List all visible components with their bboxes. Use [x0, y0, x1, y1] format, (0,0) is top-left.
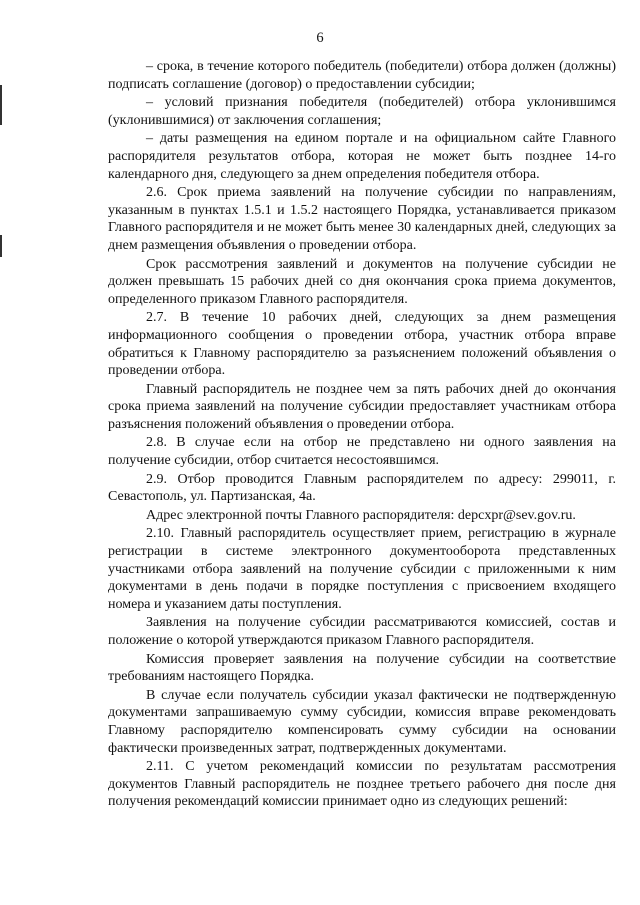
paragraph: Адрес электронной почты Главного распорядителя: depcxpr@sev.gov.ru. [146, 507, 576, 523]
paragraph: 2.9. Отбор проводится Главным распорядителем по адресу: 299011, г. Севастополь, ул. Партизанская, 4а. [108, 471, 616, 505]
paragraph: – даты размещения на едином портале и на официальном сайте Главного распорядителя результатов отбора, которая не может быть позднее 14-го календарного дня, следующего за днем определения победителя отбора. [108, 131, 616, 182]
page-number: 6 [316, 30, 324, 46]
paragraph: Комиссия проверяет заявления на получение субсидии на соответствие требованиям настоящего Порядка. [108, 651, 616, 685]
paragraph: 2.8. В случае если на отбор не представлено ни одного заявления на получение субсидии, отбор считается несостоявшимся. [108, 435, 616, 469]
scan-margin-mark [0, 235, 2, 257]
paragraph: В случае если получатель субсидии указал фактически не подтвержденную документами запрашиваемую сумму субсидии, комиссия вправе рекомендовать Главному распорядителю компенсировать сумму субсидии на основании фактически произведенных затрат, подтвержденных документами. [108, 687, 616, 756]
document-body [108, 58, 616, 812]
paragraph: Заявления на получение субсидии рассматриваются комиссией, состав и положение о которой утверждаются приказом Главного распорядителя. [108, 615, 616, 648]
scan-margin-mark [0, 85, 2, 125]
paragraph: Главный распорядитель не позднее чем за пять рабочих дней до окончания срока приема заявлений на получение субсидии предоставляет участникам отбора разъяснения положений объявления о проведении отбора. [108, 381, 616, 432]
paragraph: 2.7. В течение 10 рабочих дней, следующих за днем размещения информационного сообщения о проведении отбора, участник отбора вправе обратиться к Главному распорядителю за разъяснением положений объявления о проведении отбора. [108, 310, 616, 379]
paragraph: 2.11. С учетом рекомендаций комиссии по результатам рассмотрения документов Главный распорядитель не позднее третьего рабочего дня после дня получения рекомендаций комиссии принимает одно из следующих решений: [108, 759, 616, 810]
paragraph: 2.6. Срок приема заявлений на получение субсидии по направлениям, указанным в пунктах 1.5.1 и 1.5.2 настоящего Порядка, устанавливается приказом Главного распорядителя и не может быть менее 30 календарных дней, следующих за днем размещения объявления о проведении отбора. [108, 185, 616, 253]
paragraph: – срока, в течение которого победитель (победители) отбора должен (должны) подписать соглашение (договор) о предоставлении субсидии; [108, 59, 616, 92]
paragraph: Срок рассмотрения заявлений и документов на получение субсидии не должен превышать 15 рабочих дней со дня окончания срока приема документов, определенного приказом Главного распорядителя. [108, 256, 616, 307]
paragraph: 2.10. Главный распорядитель осуществляет прием, регистрацию в журнале регистрации в системе электронного документооборота представленных участниками отбора заявлений на получение субсидии с приложенными к ним документами в день подачи в порядке поступления с присвоением входящего номера и указанием даты поступления. [108, 526, 616, 612]
paragraph: – условий признания победителя (победителей) отбора уклонившимся (уклонившимися) от заключения соглашения; [108, 95, 616, 128]
